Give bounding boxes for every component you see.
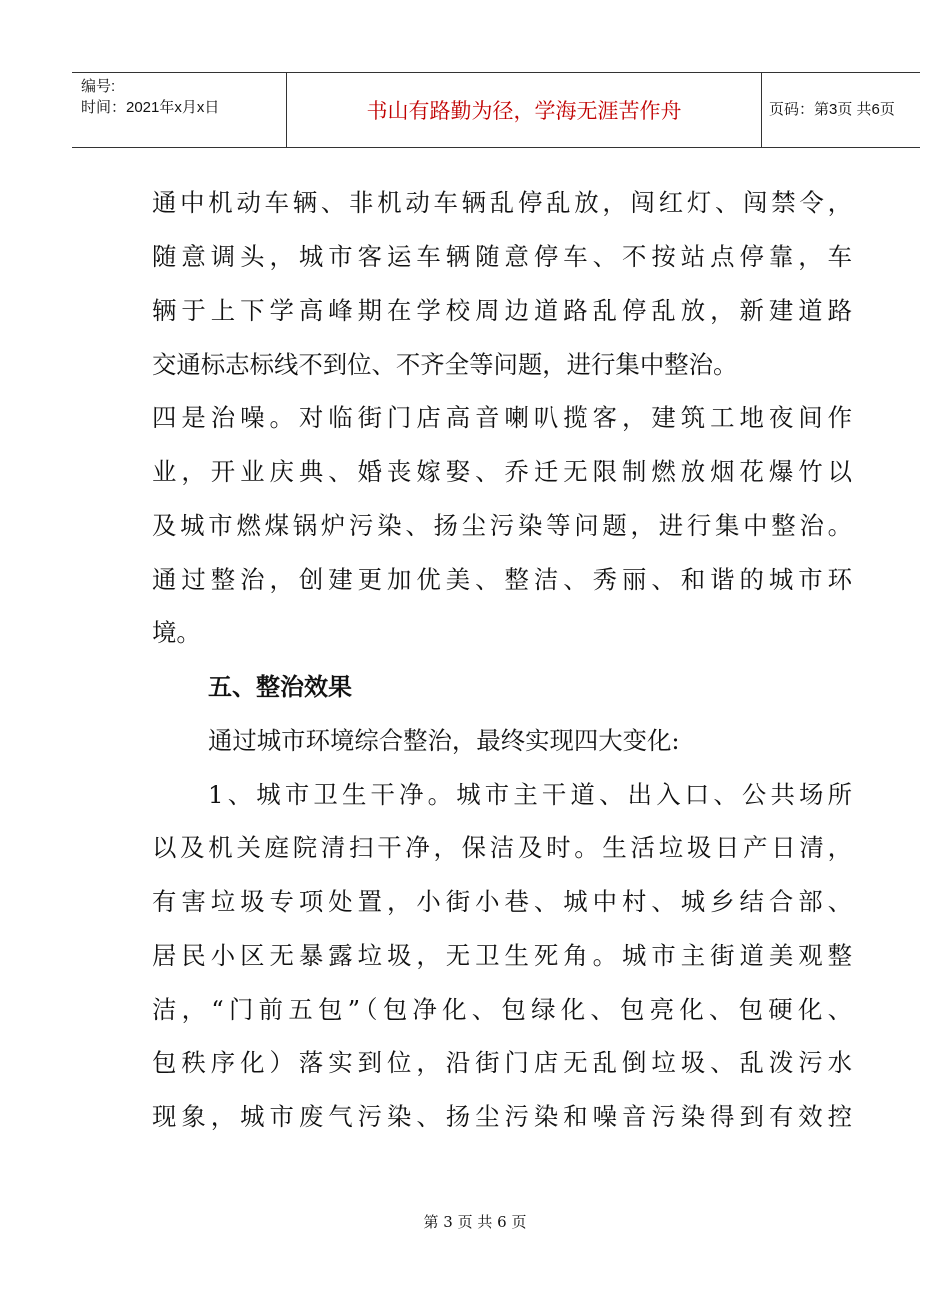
body-line: 以及机关庭院清扫干净，保洁及时。生活垃圾日产日清， — [152, 833, 852, 862]
body-line: 包秩序化）落实到位，沿街门店无乱倒垃圾、乱泼污水 — [152, 1048, 852, 1077]
header-motto: 书山有路勤为径，学海无涯苦作舟 — [366, 99, 682, 123]
document-number-label: 编号: — [81, 78, 116, 95]
page-footer: 第 3 页 共 6 页 — [423, 1213, 527, 1231]
header-page-info: 页码：第3页 共6页 — [769, 101, 895, 118]
body-line: 现象，城市废气污染、扬尘污染和噪音污染得到有效控 — [152, 1102, 852, 1131]
body-line: 有害垃圾专项处置，小街小巷、城中村、城乡结合部、 — [152, 887, 852, 916]
body-line: 通中机动车辆、非机动车辆乱停乱放，闯红灯、闯禁令， — [152, 188, 852, 217]
body-line: 四是治噪。对临街门店高音喇叭揽客，建筑工地夜间作 — [152, 403, 852, 432]
body-line: 居民小区无暴露垃圾，无卫生死角。城市主街道美观整 — [152, 941, 852, 970]
body-line: 随意调头，城市客运车辆随意停车、不按站点停靠，车 — [152, 242, 852, 271]
body-line: 业，开业庆典、婚丧嫁娶、乔迁无限制燃放烟花爆竹以 — [152, 457, 852, 486]
body-line: 境。 — [152, 618, 201, 647]
section-heading: 五、整治效果 — [208, 673, 352, 701]
body-line: 及城市燃煤锅炉污染、扬尘污染等问题，进行集中整治。 — [152, 511, 852, 540]
body-line: 辆于上下学高峰期在学校周边道路乱停乱放，新建道路 — [152, 296, 852, 325]
body-line: 洁，“门前五包”（包净化、包绿化、包亮化、包硬化、 — [152, 995, 852, 1024]
body-line: 1、城市卫生干净。城市主干道、出入口、公共场所 — [208, 780, 852, 809]
body-line: 通过整治，创建更加优美、整洁、秀丽、和谐的城市环 — [152, 565, 852, 594]
document-time-label: 时间：2021年x月x日 — [81, 99, 220, 116]
body-line: 交通标志标线不到位、不齐全等问题，进行集中整治。 — [152, 350, 738, 379]
body-line: 通过城市环境综合整治，最终实现四大变化: — [208, 726, 680, 755]
